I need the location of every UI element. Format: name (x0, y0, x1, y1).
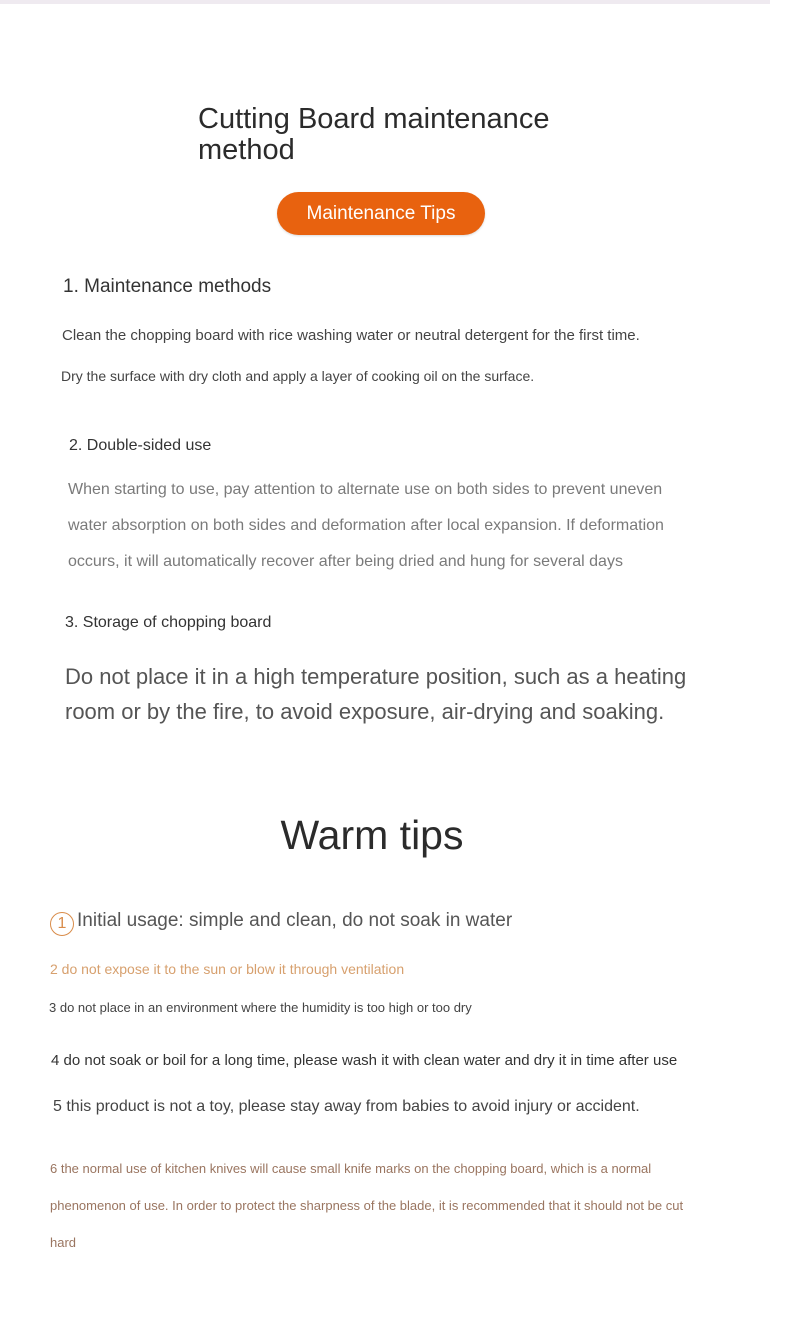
tip-2: 2 do not expose it to the sun or blow it through ventilation (50, 961, 405, 977)
tip-6-line-1: 6 the normal use of kitchen knives will cause small knife marks on the chopping board, which is a normal (50, 1161, 652, 1176)
top-divider (0, 0, 770, 4)
section-3-line-2: room or by the fire, to avoid exposure, air-drying and soaking. (65, 699, 665, 724)
tip-1 (50, 910, 512, 936)
section-2-line-2: water absorption on both sides and deformation after local expansion. If deformation (68, 517, 664, 534)
section-2-body (68, 472, 708, 580)
section-3-line-1: Do not place it in a high temperature position, such as a heating (65, 664, 687, 689)
section-2-line-1: When starting to use, pay attention to alternate use on both sides to prevent uneven (68, 481, 663, 498)
tip-6-line-2: phenomenon of use. In order to protect the sharpness of the blade, it is recommended that it should not be cut (50, 1198, 684, 1213)
section-1-line-2: Dry the surface with dry cloth and apply a layer of cooking oil on the surface. (61, 368, 535, 384)
warm-tips-title: Warm tips (280, 812, 464, 858)
section-2-line-3: occurs, it will automatically recover after being dried and hung for several days (68, 553, 623, 570)
tip-5: 5 this product is not a toy, please stay away from babies to avoid injury or accident. (53, 1098, 640, 1115)
tip-3: 3 do not place in an environment where the humidity is too high or too dry (49, 1000, 472, 1015)
tip-1-text: Initial usage: simple and clean, do not soak in water (77, 910, 513, 931)
page-title: Cutting Board maintenance method (198, 103, 550, 166)
tip-6 (50, 1150, 710, 1261)
circled-number-icon: 1 (50, 912, 74, 936)
section-2-heading: 2. Double-sided use (69, 437, 212, 454)
section-3-heading: 3. Storage of chopping board (65, 614, 272, 631)
tip-4: 4 do not soak or boil for a long time, please wash it with clean water and dry it in time after use (51, 1052, 678, 1069)
section-3-body (65, 659, 745, 729)
section-1-line-1: Clean the chopping board with rice washing water or neutral detergent for the first time. (62, 327, 640, 344)
maintenance-tips-badge: Maintenance Tips (277, 192, 485, 235)
section-1-heading: 1. Maintenance methods (63, 276, 272, 297)
tip-6-line-3: hard (50, 1235, 77, 1250)
